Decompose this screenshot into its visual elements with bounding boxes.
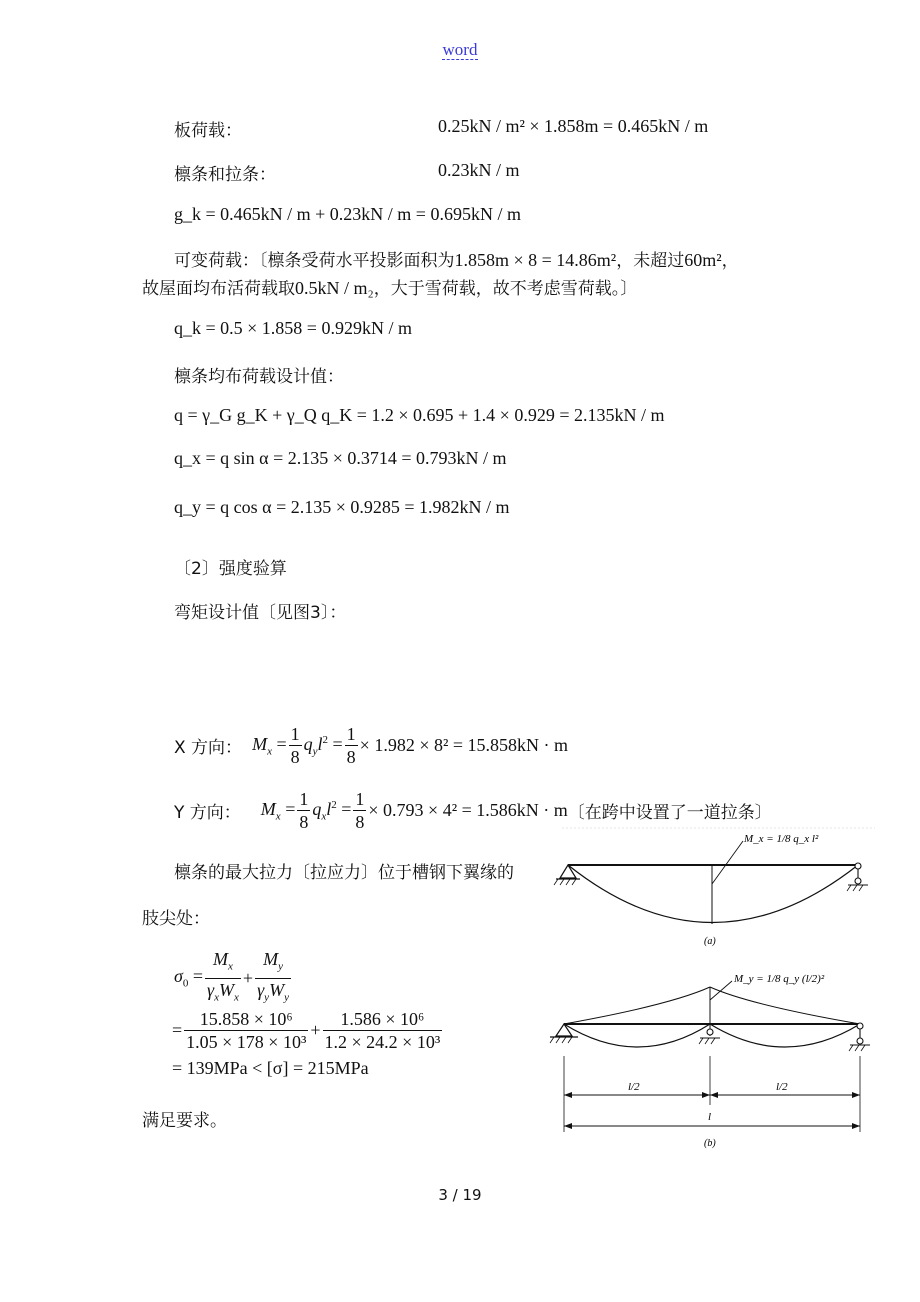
qx-l2-term: $q_xl^2$ =	[312, 798, 352, 823]
moment-peak-b-left	[564, 987, 710, 1024]
plate-load-label: 板荷载：	[174, 121, 242, 141]
variable-load-area: 1.858m × 8 = 14.86m²	[454, 250, 617, 270]
y-moment-note: 〔在跨中设置了一道拉条〕	[567, 803, 772, 823]
variable-load-limit: 60m²	[684, 250, 722, 270]
live-load-text-c: ，大于雪荷载，故不考虑雪荷载。〕	[373, 279, 638, 299]
y-moment-value: × 0.793 × 4² = 1.586kN · m	[368, 800, 568, 820]
q-equation: q = γ_G g_K + γ_Q q_K = 1.2 × 0.695 + 1.4 × 0.929 = 2.135kN / m	[174, 405, 665, 425]
strength-check-heading: 〔2〕强度验算	[174, 559, 287, 579]
pin-support-b	[556, 1024, 572, 1036]
diagram-b-caption: (b)	[704, 1138, 716, 1149]
roller-support-a	[855, 863, 861, 869]
sigma-symbol: $\sigma_0$ =	[174, 966, 204, 990]
purlin-load-label: 檩条和拉条：	[174, 165, 276, 185]
diagram-a-label: M_x = 1/8 q_x l²	[744, 833, 819, 845]
dimension-half-left: l/2	[628, 1081, 640, 1093]
flange-tip-text: 肢尖处：	[142, 909, 210, 929]
moment-design-label: 弯矩设计值〔见图3〕：	[174, 603, 347, 623]
mx-over-w-fraction: $\frac{M_x}{\gamma_xW_x}$	[207, 949, 239, 1004]
my-over-w-fraction: $\frac{M_y}{\gamma_yW_y}$	[257, 949, 289, 1004]
page-header[interactable]: word	[442, 40, 478, 59]
equals-sign: =	[172, 1020, 183, 1040]
page-number: 3 / 19	[438, 1186, 482, 1204]
x-direction-label: X 方向：	[174, 738, 243, 758]
variable-load-text-a: 可变荷载：〔檩条受荷水平投影面积为	[174, 251, 455, 271]
qx-equation: q_x = q sin α = 2.135 × 0.3714 = 0.793kN / m	[174, 448, 507, 468]
requirement-satisfied: 满足要求。	[142, 1111, 227, 1131]
qk-equation: q_k = 0.5 × 1.858 = 0.929kN / m	[174, 318, 412, 338]
qy-l2-term: $q_yl^2$ =	[303, 733, 343, 758]
purlin-load-value: 0.23kN / m	[438, 160, 520, 180]
variable-load-text-e: ，	[721, 251, 739, 271]
gk-equation: g_k = 0.465kN / m + 0.23kN / m = 0.695kN / m	[174, 204, 521, 224]
plus-sign: +	[310, 1020, 321, 1040]
plate-load-equation: 0.25kN / m² × 1.858m = 0.465kN / m	[438, 116, 709, 136]
variable-load-text-c: ，未超过	[616, 251, 685, 271]
leader-line-b	[710, 981, 732, 1000]
one-eighth-fraction: $\frac{1}{8}$	[290, 724, 300, 767]
variable-load-line-2	[142, 274, 637, 299]
live-load-text-a: 故屋面均布活荷载取	[142, 279, 295, 299]
dimension-half-right: l/2	[776, 1081, 788, 1093]
one-eighth-fraction: $\frac{1}{8}$	[355, 789, 365, 832]
dimension-full: l	[708, 1111, 712, 1123]
leader-line-a	[712, 841, 743, 884]
y-direction-label: Y 方向：	[174, 803, 241, 823]
moment-curve-a	[568, 865, 858, 923]
mid-roller-support-b	[707, 1029, 713, 1035]
my-symbol: $M_x$ =	[260, 798, 296, 823]
sigma-formula-line-2	[172, 1008, 444, 1053]
diagram-b-label: M_y = 1/8 q_y (l/2)²	[734, 973, 825, 985]
pin-support-a	[560, 865, 576, 878]
plus-sign: +	[242, 967, 254, 988]
first-stress-fraction: $\frac{\text{15.858 × 10⁶}}{\text{1.05 × 178 × 10³}}$	[186, 1009, 307, 1052]
max-tension-text: 檩条的最大拉力〔拉应力〕位于槽钢下翼缘的	[174, 863, 514, 883]
mx-symbol: $M_x$ =	[252, 733, 287, 758]
second-stress-fraction: $\frac{\text{1.586 × 10⁶}}{\text{1.2 × 24.2 × 10³}}$	[324, 1009, 441, 1052]
variable-load-line-1	[174, 246, 739, 271]
moment-curve-b-right	[710, 1024, 860, 1047]
qy-equation: q_y = q cos α = 2.135 × 0.9285 = 1.982kN / m	[174, 497, 510, 517]
one-eighth-fraction: $\frac{1}{8}$	[299, 789, 309, 832]
sigma-formula-line-1	[174, 948, 293, 1008]
one-eighth-fraction: $\frac{1}{8}$	[346, 724, 356, 767]
diagram-a	[554, 841, 868, 924]
diagram-b	[550, 981, 870, 1132]
moment-diagram-figure	[540, 820, 880, 1150]
moment-peak-b-right	[710, 987, 860, 1024]
diagram-a-caption: (a)	[704, 936, 716, 947]
roller-support-b	[857, 1023, 863, 1029]
sigma-result: = 139MPa < [σ] = 215MPa	[172, 1058, 369, 1078]
x-direction-line	[174, 723, 568, 768]
moment-curve-b-left	[564, 1024, 710, 1047]
design-load-label: 檩条均布荷载设计值：	[174, 367, 344, 387]
x-moment-value: × 1.982 × 8² = 15.858kN · m	[359, 735, 569, 755]
live-load-value: 0.5kN / m₂	[295, 278, 374, 298]
